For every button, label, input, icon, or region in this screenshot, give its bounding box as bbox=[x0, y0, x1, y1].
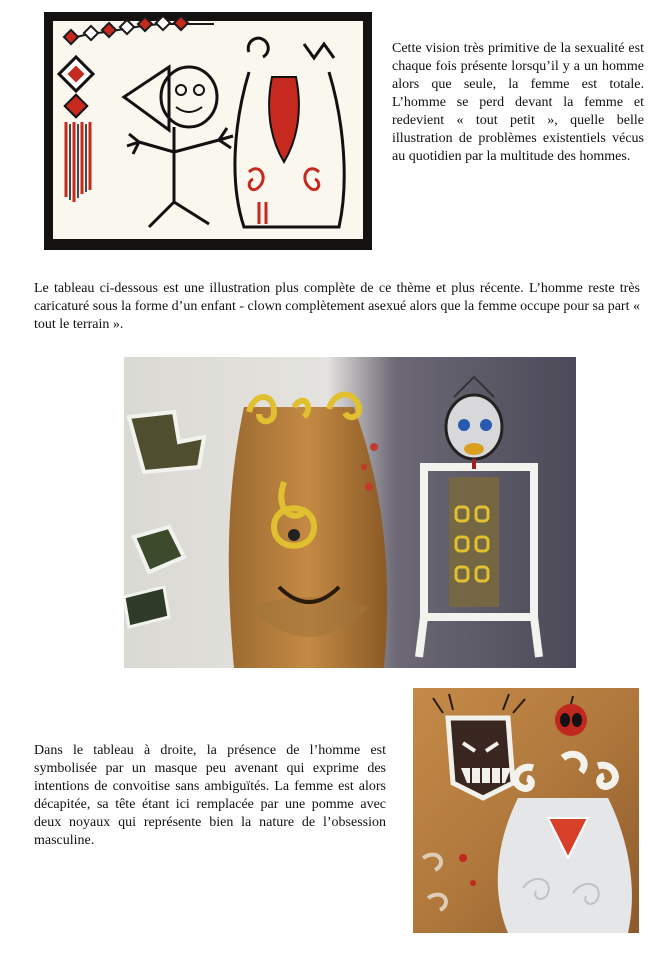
painting-mask-and-apple bbox=[413, 688, 639, 933]
paragraph-mask-painting: Dans le tableau à droite, la présence de l’homme est symbolisée par un masque peu avenant qui exprime des intentions de convoitise sans ambiguïtés. La femme est alors décapitée, sa tête étant ici remplacée par une pomme avec deux noyaux qui représente bien la nature de l’obsession masculine. bbox=[34, 743, 386, 848]
paragraph-recent-painting: Le tableau ci-dessous est une illustration plus complète de ce thème et plus récente. L’homme reste très caricaturé sous la forme d’un enfant - clown complètement asexué alors que la femme occupe pour sa part « tout le terrain ». bbox=[34, 281, 640, 332]
painting-woman-and-clown bbox=[124, 357, 576, 668]
painting-primitive-figures bbox=[44, 12, 372, 250]
paragraph-primitive-vision: Cette vision très primitive de la sexualité est chaque fois présente lorsqu’il y a un homme alors que seule, la femme est totale. L’homme se perd devant la femme et redevient « tout petit », quelle belle illustration de problèmes existentiels vécus au quotidien par la multitude des hommes. bbox=[392, 41, 644, 164]
